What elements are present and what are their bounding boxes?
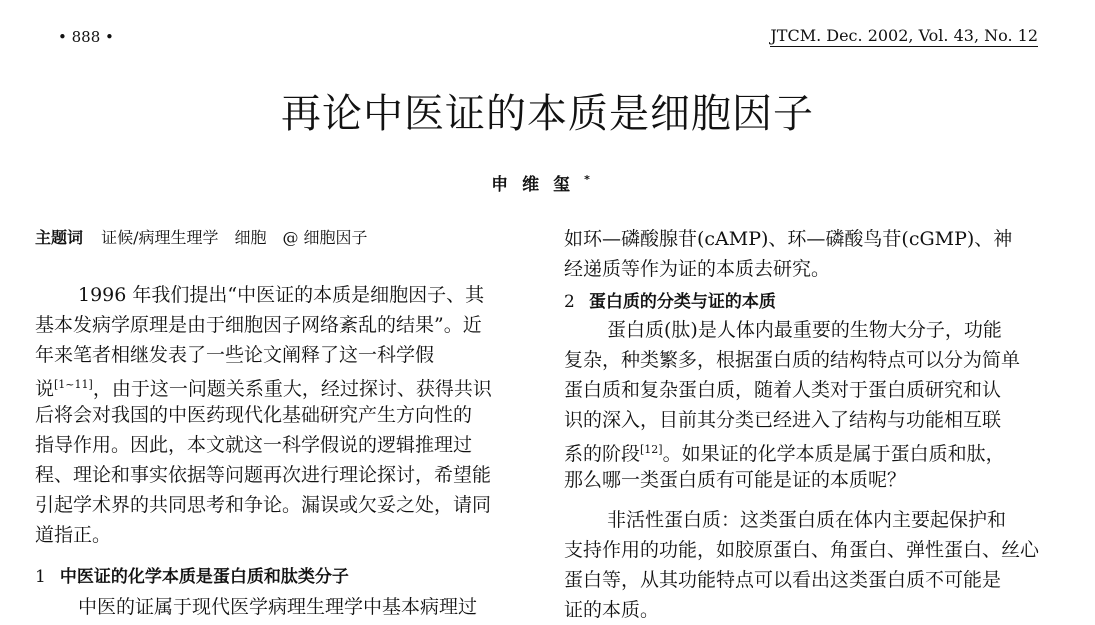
keywords-label: 主题词	[35, 228, 84, 247]
author-line	[0, 170, 1095, 195]
text-line: 经递质等作为证的本质去研究。	[564, 258, 831, 280]
citation: [1~11]	[54, 378, 93, 391]
article-title: 再论中医证的本质是细胞因子	[281, 91, 814, 137]
text-line: 如环—磷酸腺苷(cAMP)、环—磷酸鸟苷(cGMP)、神	[564, 228, 1013, 250]
page-number: • 888 •	[58, 28, 114, 46]
text-line: 基本发病学原理是由于细胞因子网络紊乱的结果”。近	[35, 314, 482, 336]
text-line: 1996 年我们提出“中医证的本质是细胞因子、其	[78, 284, 485, 306]
author-footnote-mark: *	[584, 173, 604, 186]
journal-reference: JTCM. Dec. 2002, Vol. 43, No. 12	[770, 26, 1038, 45]
text-line: 指导作用。因此，本文就这一科学假说的逻辑推理过	[35, 434, 473, 456]
text-line: 复杂，种类繁多，根据蛋白质的结构特点可以分为简单	[564, 349, 1021, 371]
text-line: 程、理论和事实依据等问题再次进行理论探讨，希望能	[35, 464, 492, 486]
text-line: 蛋白等，从其功能特点可以看出这类蛋白质不可能是	[564, 569, 1002, 591]
text-line: 证的本质。	[564, 599, 660, 621]
text-line: 道指正。	[35, 524, 112, 546]
section-title: 中医证的化学本质是蛋白质和肽类分子	[59, 567, 349, 587]
section-heading-1	[35, 562, 349, 592]
text-line	[35, 370, 492, 404]
text-line: 非活性蛋白质：这类蛋白质在体内主要起保护和	[607, 509, 1007, 531]
text-line: 年来笔者相继发表了一些论文阐释了这一科学假	[35, 344, 435, 366]
text-line: 支持作用的功能，如胶原蛋白、角蛋白、弹性蛋白、丝心	[564, 539, 1040, 561]
section-number: 2	[564, 292, 575, 312]
keywords: 证候/病理生理学 细胞 @ 细胞因子	[101, 228, 368, 247]
section-title: 蛋白质的分类与证的本质	[588, 292, 776, 312]
section-number: 1	[35, 567, 46, 587]
author-name: 申维玺	[491, 175, 585, 195]
section-heading-2	[564, 287, 776, 317]
text-line	[564, 435, 1005, 469]
text-span: 。如果证的化学本质是属于蛋白质和肽，	[662, 443, 1005, 465]
text-line: 蛋白质(肽)是人体内最重要的生物大分子，功能	[607, 319, 1002, 341]
text-line: 识的深入，目前其分类已经进入了结构与功能相互联	[564, 409, 1002, 431]
text-span: 说	[35, 378, 55, 400]
text-line: 那么哪一类蛋白质有可能是证的本质呢？	[564, 469, 907, 491]
text-line: 引起学术界的共同思考和争论。漏误或欠妥之处，请同	[35, 494, 492, 516]
keywords-line	[35, 222, 368, 253]
citation: [12]	[640, 443, 663, 456]
text-span: ，由于这一问题关系重大，经过探讨、获得共识	[92, 378, 492, 400]
text-line: 中医的证属于现代医学病理生理学中基本病理过	[78, 596, 478, 618]
text-span: 系的阶段	[564, 443, 641, 465]
text-line: 后将会对我国的中医药现代化基础研究产生方向性的	[35, 404, 473, 426]
text-line: 蛋白质和复杂蛋白质，随着人类对于蛋白质研究和认	[564, 379, 1002, 401]
